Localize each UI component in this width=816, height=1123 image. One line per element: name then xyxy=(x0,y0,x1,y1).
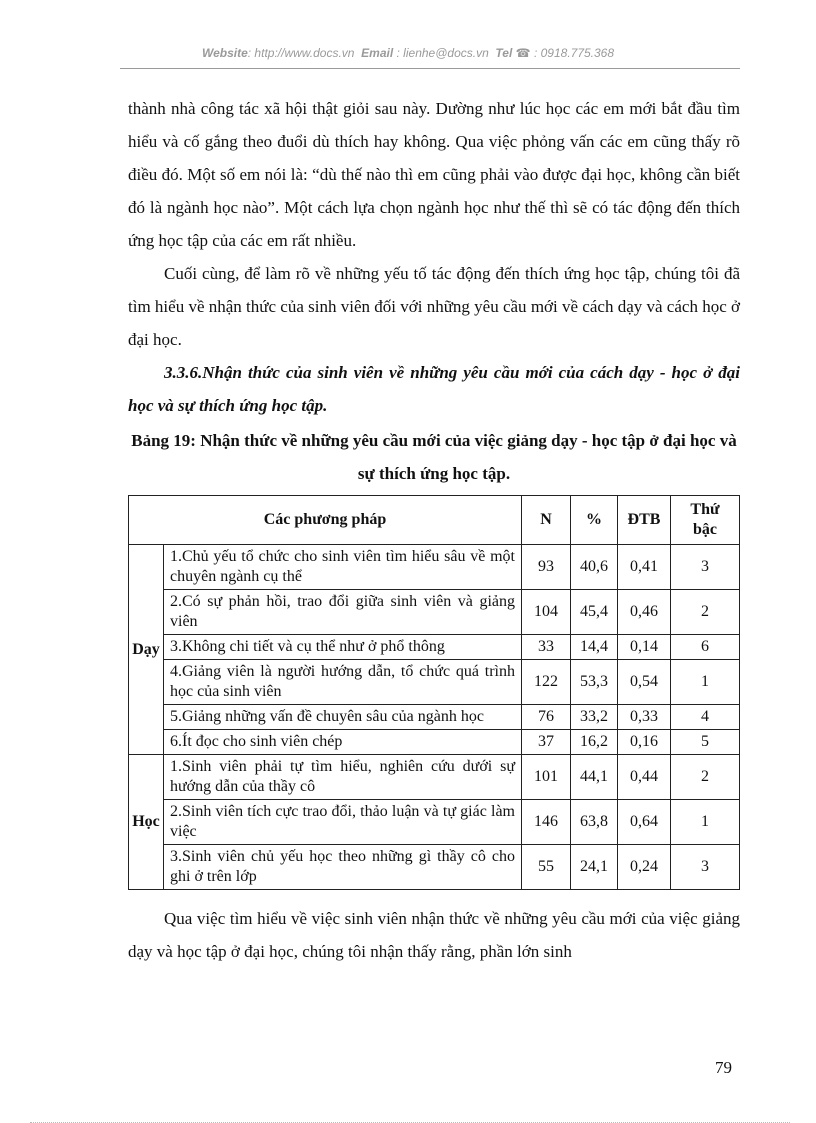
col-header-dtb: ĐTB xyxy=(618,496,671,545)
email-label: Email xyxy=(361,46,394,60)
dtb-cell: 0,14 xyxy=(618,635,671,660)
pct-cell: 14,4 xyxy=(571,635,618,660)
pct-cell: 53,3 xyxy=(571,660,618,705)
rank-cell: 1 xyxy=(671,660,740,705)
dtb-cell: 0,64 xyxy=(618,800,671,845)
rank-cell: 1 xyxy=(671,800,740,845)
method-cell: 3.Không chi tiết và cụ thể như ở phổ thông xyxy=(164,635,522,660)
rank-cell: 4 xyxy=(671,705,740,730)
page-header xyxy=(0,46,816,60)
group-label: Học xyxy=(129,755,164,890)
table-row xyxy=(129,545,740,590)
table-row xyxy=(129,635,740,660)
rank-cell: 2 xyxy=(671,590,740,635)
pct-cell: 16,2 xyxy=(571,730,618,755)
method-cell: 1.Chủ yếu tổ chức cho sinh viên tìm hiểu sâu về một chuyên ngành cụ thể xyxy=(164,545,522,590)
method-cell: 3.Sinh viên chủ yếu học theo những gì thầy cô cho ghi ở trên lớp xyxy=(164,845,522,890)
dtb-cell: 0,16 xyxy=(618,730,671,755)
page-number: 79 xyxy=(715,1058,732,1077)
n-cell: 55 xyxy=(522,845,571,890)
table-body xyxy=(129,545,740,890)
dtb-cell: 0,33 xyxy=(618,705,671,730)
method-cell: 1.Sinh viên phải tự tìm hiểu, nghiên cứu dưới sự hướng dẫn của thầy cô xyxy=(164,755,522,800)
pct-cell: 40,6 xyxy=(571,545,618,590)
table-row xyxy=(129,590,740,635)
dtb-cell: 0,46 xyxy=(618,590,671,635)
n-cell: 33 xyxy=(522,635,571,660)
table-row xyxy=(129,755,740,800)
n-cell: 37 xyxy=(522,730,571,755)
rank-cell: 3 xyxy=(671,545,740,590)
pct-cell: 44,1 xyxy=(571,755,618,800)
pct-cell: 33,2 xyxy=(571,705,618,730)
website-url: : http://www.docs.vn xyxy=(247,46,355,60)
dtb-cell: 0,24 xyxy=(618,845,671,890)
method-cell: 5.Giảng những vấn đề chuyên sâu của ngành học xyxy=(164,705,522,730)
table-header-row xyxy=(129,496,740,545)
col-header-n: N xyxy=(522,496,571,545)
n-cell: 146 xyxy=(522,800,571,845)
dtb-cell: 0,44 xyxy=(618,755,671,800)
pct-cell: 63,8 xyxy=(571,800,618,845)
col-header-pct: % xyxy=(571,496,618,545)
method-cell: 6.Ít đọc cho sinh viên chép xyxy=(164,730,522,755)
rank-cell: 3 xyxy=(671,845,740,890)
rank-cell: 6 xyxy=(671,635,740,660)
n-cell: 104 xyxy=(522,590,571,635)
pct-cell: 24,1 xyxy=(571,845,618,890)
section-heading: 3.3.6.Nhận thức của sinh viên về những yêu cầu mới của cách dạy - học ở đại học và sự thích ứng học tập. xyxy=(128,363,740,415)
n-cell: 93 xyxy=(522,545,571,590)
rank-cell: 2 xyxy=(671,755,740,800)
method-cell: 2.Có sự phản hồi, trao đổi giữa sinh viên và giảng viên xyxy=(164,590,522,635)
rank-cell: 5 xyxy=(671,730,740,755)
dtb-cell: 0,41 xyxy=(618,545,671,590)
pct-cell: 45,4 xyxy=(571,590,618,635)
n-cell: 122 xyxy=(522,660,571,705)
dtb-cell: 0,54 xyxy=(618,660,671,705)
table-row xyxy=(129,705,740,730)
group-label: Dạy xyxy=(129,545,164,755)
page-body xyxy=(128,92,740,968)
col-header-rank: Thứ bậc xyxy=(671,496,740,545)
table-row xyxy=(129,845,740,890)
table-row xyxy=(129,730,740,755)
header-divider xyxy=(120,68,740,69)
email-address: : lienhe@docs.vn xyxy=(396,46,489,60)
method-cell: 2.Sinh viên tích cực trao đổi, thảo luận và tự giác làm việc xyxy=(164,800,522,845)
n-cell: 76 xyxy=(522,705,571,730)
tel-label: Tel ☎ xyxy=(495,46,531,60)
paragraph-2: Cuối cùng, để làm rõ về những yếu tố tác động đến thích ứng học tập, chúng tôi đã tìm hiểu về nhận thức của sinh viên đối với những yêu cầu mới về cách dạy và cách học ở đại học. xyxy=(128,264,740,349)
n-cell: 101 xyxy=(522,755,571,800)
tel-number: : 0918.775.368 xyxy=(533,46,615,60)
website-label: Website xyxy=(201,46,248,60)
paragraph-1: thành nhà công tác xã hội thật giỏi sau này. Dường như lúc học các em mới bắt đầu tìm hiểu và cố gắng theo đuổi dù thích hay không. Qua việc phỏng vấn các em cũng thấy rõ điều đó. Một số em nói là: “dù thế nào thì em cũng phải vào được đại học, không cần biết đó là ngành học nào”. Một cách lựa chọn ngành học như thế thì sẽ có tác động đến thích ứng học tập của các em rất nhiều. xyxy=(128,99,740,250)
table-caption: Bảng 19: Nhận thức về những yêu cầu mới của việc giảng dạy - học tập ở đại học và sự thích ứng học tập. xyxy=(131,431,737,483)
table-row xyxy=(129,800,740,845)
method-cell: 4.Giảng viên là người hướng dẫn, tổ chức quá trình học của sinh viên xyxy=(164,660,522,705)
col-header-methods: Các phương pháp xyxy=(129,496,522,545)
data-table xyxy=(128,495,740,890)
paragraph-3: Qua việc tìm hiểu về việc sinh viên nhận thức về những yêu cầu mới của việc giảng dạy và học tập ở đại học, chúng tôi nhận thấy rằng, phần lớn sinh xyxy=(128,909,740,961)
table-row xyxy=(129,660,740,705)
